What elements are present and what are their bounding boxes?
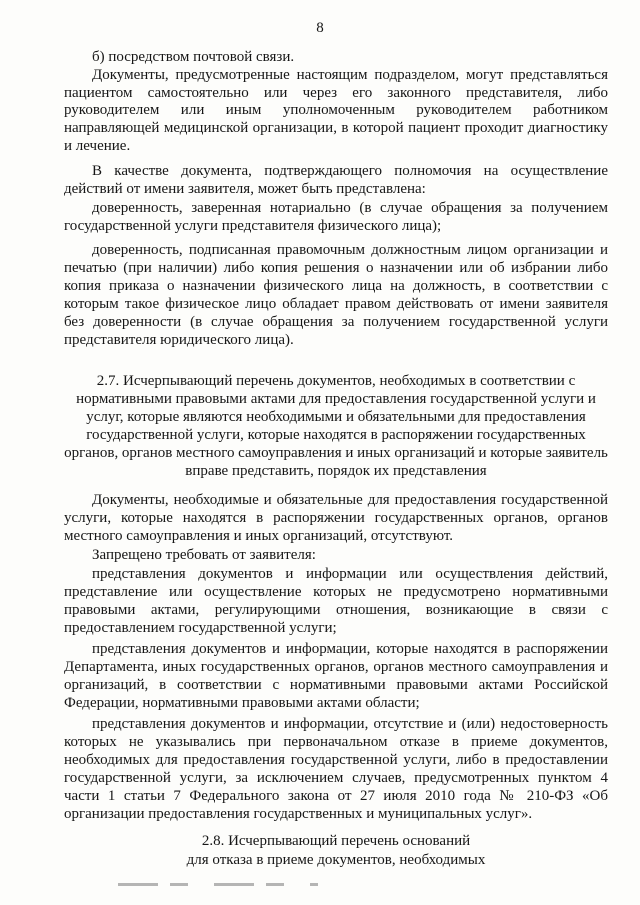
section-heading-line: нормативными правовыми актами для предоставления государственной услуги и	[76, 391, 596, 407]
text-line: и лечение.	[64, 138, 131, 154]
section-heading-line: государственной услуги, которые находятся в распоряжении государственных	[86, 427, 586, 443]
section-heading-line: 2.8. Исчерпывающий перечень оснований	[201, 833, 471, 849]
text-line: представления документов и информации, отсутствие и (или) недостоверность	[92, 716, 608, 732]
text-line: государственной услуги, за исключением случаев, предусмотренных пунктом 4	[64, 770, 608, 786]
text-line: печатью (при наличии) либо копия решения о назначении или об избрании либо	[64, 260, 608, 276]
text-line: услуги, которые находятся в распоряжении государственных органов, органов	[64, 510, 608, 526]
text-line: которых не указывались при первоначальном отказе в приеме документов,	[64, 734, 608, 750]
page-number: 8	[316, 20, 324, 36]
text-line: представителя юридического лица).	[64, 332, 294, 348]
section-heading-line: вправе представить, порядок их представления	[185, 463, 487, 479]
text-line: Департамента, иных государственных органов, органов местного самоуправления и	[64, 659, 608, 675]
text-line: государственной услуги представителя физического лица);	[64, 218, 442, 234]
text-line: Документы, предусмотренные настоящим подразделом, могут представляться	[92, 67, 608, 83]
scan-artifact	[118, 883, 318, 886]
text-line: доверенность, заверенная нотариально (в случае обращения за получением	[92, 200, 608, 216]
text-line: б) посредством почтовой связи.	[92, 49, 295, 65]
text-line: копия приказа о назначении физического лица на должность, в соответствии с	[64, 278, 608, 294]
text-line: организаций, в соответствии с нормативными правовыми актами Российской	[64, 677, 608, 693]
text-line: Документы, необходимые и обязательные для предоставления государственной	[92, 492, 608, 508]
section-heading-line: для отказа в приеме документов, необходимых	[186, 852, 486, 868]
text-line: представления документов и информации, которые находятся в распоряжении	[92, 641, 608, 657]
text-line: без доверенности (в случае обращения за получением государственной услуги	[64, 314, 608, 330]
section-heading-line: органов, органов местного самоуправления и иных организаций и которые заявитель	[64, 445, 608, 461]
text-line: предоставлением государственной услуги;	[64, 620, 337, 636]
text-line: Запрещено требовать от заявителя:	[92, 547, 316, 563]
section-heading-line: услуг, которые являются необходимыми и обязательными для предоставления	[86, 409, 586, 425]
text-line: представления документов и информации или осуществления действий,	[92, 566, 608, 582]
text-line: направляющей медицинской организации, в которой пациент проходит диагностику	[64, 120, 608, 136]
text-line: Федерации, нормативными правовыми актами области;	[64, 695, 420, 711]
text-line: пациентом самостоятельно или через его законного представителя, либо	[64, 85, 608, 101]
text-line: действий от имени заявителя, может быть представлена:	[64, 181, 426, 197]
text-line: представление или осуществление которых не предусмотрено нормативными	[64, 584, 608, 600]
text-line: В качестве документа, подтверждающего полномочия на осуществление	[92, 163, 608, 179]
text-line: необходимых для предоставления государственной услуги, либо в предоставлении	[64, 752, 608, 768]
text-line: правовыми актами, регулирующими отношения, возникающие в связи с	[64, 602, 608, 618]
text-line: руководителем или иным уполномоченным руководителем работником	[64, 102, 608, 118]
text-line: части 1 статьи 7 Федерального закона от 27 июля 2010 года № 210-ФЗ «Об	[64, 788, 608, 804]
text-line: которым такое физическое лицо обладает правом действовать от имени заявителя	[64, 296, 608, 312]
text-line: организации предоставления государственных и муниципальных услуг».	[64, 806, 533, 822]
section-heading-line: 2.7. Исчерпывающий перечень документов, необходимых в соответствии с	[96, 373, 576, 389]
text-line: местного самоуправления и иных организаций, отсутствуют.	[64, 528, 454, 544]
text-line: доверенность, подписанная правомочным должностным лицом организации и	[92, 242, 608, 258]
